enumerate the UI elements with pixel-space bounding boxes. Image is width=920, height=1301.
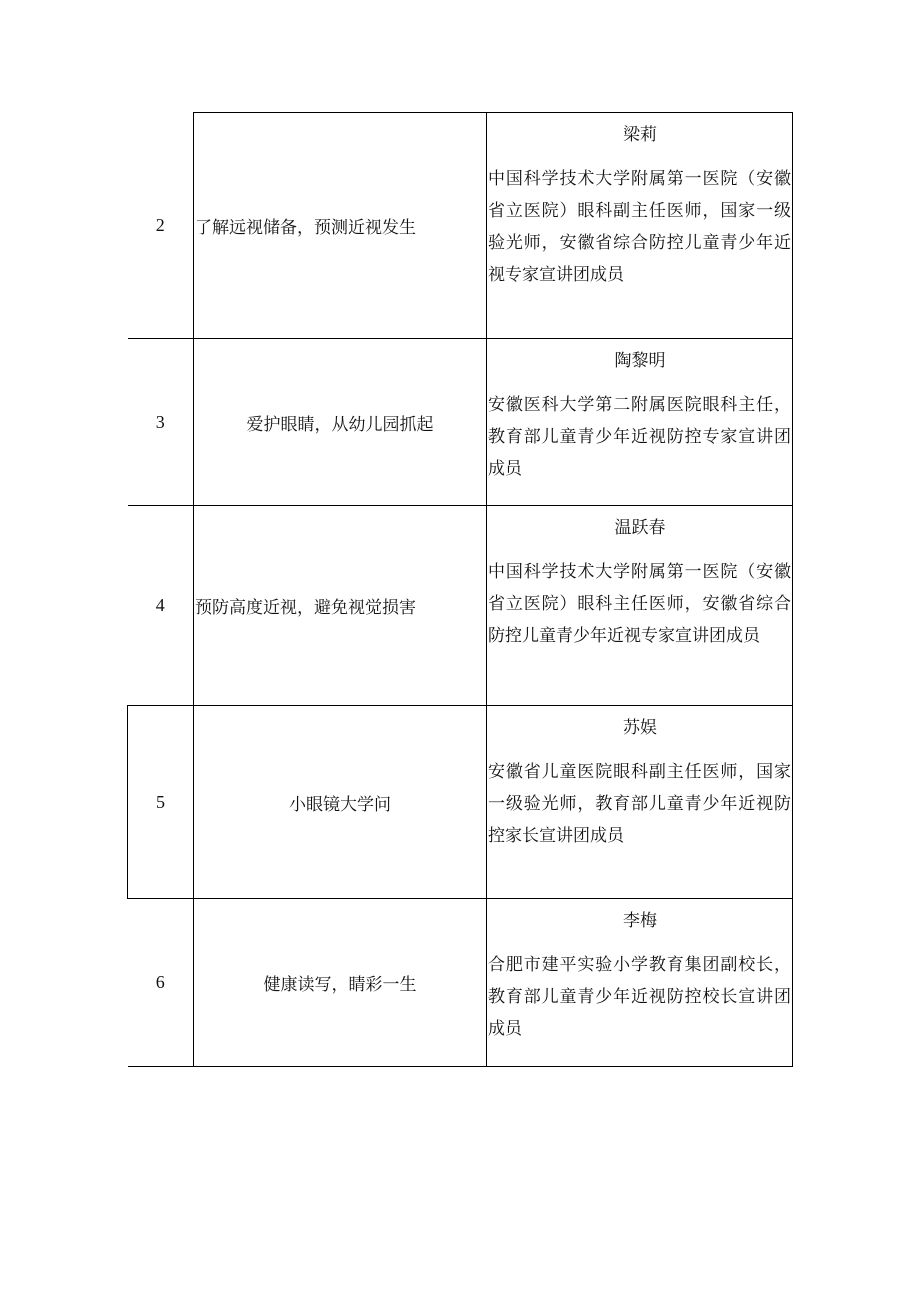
- speaker-description: 中国科学技术大学附属第一医院（安徽省立医院）眼科主任医师，安徽省综合防控儿童青少年近视专家宣讲团成员: [488, 562, 791, 646]
- lecture-table: [127, 112, 793, 1067]
- row-number: 5: [128, 706, 194, 899]
- table-row: [128, 706, 793, 899]
- speaker-description: 中国科学技术大学附属第一医院（安徽省立医院）眼科副主任医师，国家一级验光师，安徽省综合防控儿童青少年近视专家宣讲团成员: [488, 169, 791, 285]
- speaker-description: 合肥市建平实验小学教育集团副校长，教育部儿童青少年近视防控校长宣讲团成员: [488, 955, 791, 1039]
- lecture-title: 预防高度近视，避免视觉损害: [194, 506, 487, 706]
- row-number: 6: [128, 899, 194, 1067]
- speaker-cell: [487, 899, 793, 1067]
- table-row: [128, 506, 793, 706]
- row-number: 3: [128, 339, 194, 506]
- lecture-title: 爱护眼睛，从幼儿园抓起: [194, 339, 487, 506]
- row-number: 2: [128, 113, 194, 339]
- speaker-cell: [487, 113, 793, 339]
- speaker-description: 安徽省儿童医院眼科副主任医师，国家一级验光师，教育部儿童青少年近视防控家长宣讲团成员: [488, 762, 791, 846]
- table-row: [128, 113, 793, 339]
- speaker-name: 苏娱: [623, 718, 657, 738]
- lecture-title: 小眼镜大学问: [194, 706, 487, 899]
- lecture-title: 了解远视储备，预测近视发生: [194, 113, 487, 339]
- speaker-description: 安徽医科大学第二附属医院眼科主任，教育部儿童青少年近视防控专家宣讲团成员: [488, 395, 791, 479]
- row-number: 4: [128, 506, 194, 706]
- speaker-name: 陶黎明: [614, 351, 666, 371]
- table-row: [128, 339, 793, 506]
- speaker-name: 梁莉: [623, 125, 657, 145]
- speaker-cell: [487, 706, 793, 899]
- lecture-title: 健康读写，睛彩一生: [194, 899, 487, 1067]
- speaker-cell: [487, 506, 793, 706]
- speaker-name: 温跃春: [614, 518, 666, 538]
- speaker-cell: [487, 339, 793, 506]
- table-row: [128, 899, 793, 1067]
- speaker-name: 李梅: [623, 911, 657, 931]
